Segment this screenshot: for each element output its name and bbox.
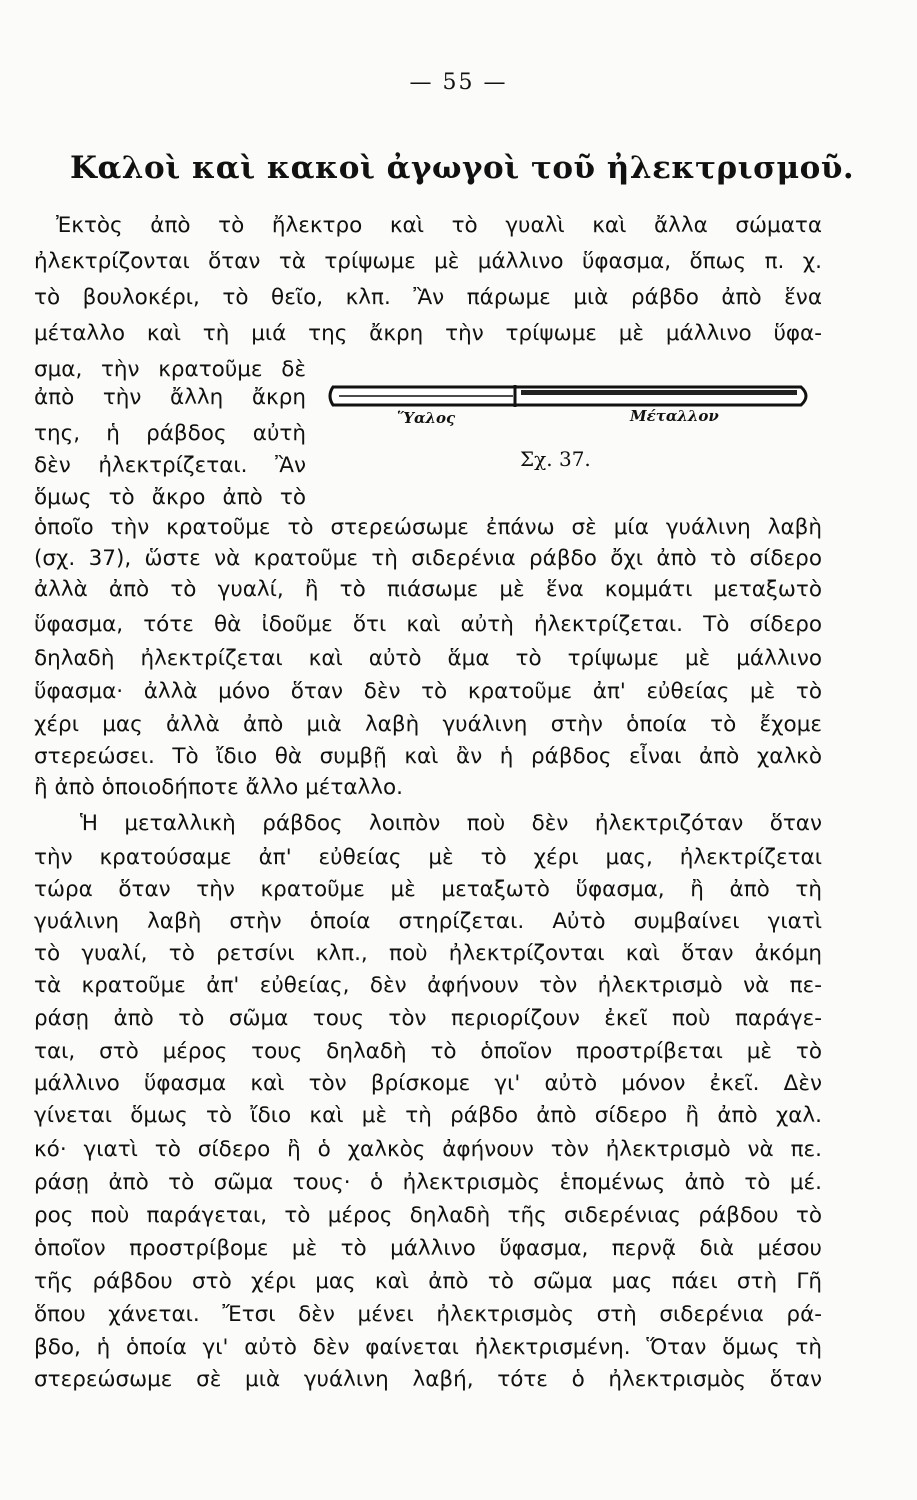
text-line: ἢ ἀπὸ ὁποιοδήποτε ἄλλο μέταλλο. [34,775,403,800]
text-line: στερεώσει. Τὸ ἴδιο θὰ συμβῇ καὶ ἂν ἡ ράβδος εἶναι ἀπὸ χαλκὸ [34,744,822,769]
text-line: ται, στὸ μέρος τους δηλαδὴ τὸ ὁποῖον προστρίβεται μὲ τὸ [34,1039,822,1064]
page-number: — 55 — [409,70,508,95]
text-line: ὁποῖον προστρίβομε μὲ τὸ μάλλινο ὕφασμα, περνᾷ διὰ μέσου [34,1236,822,1261]
text-line: ράσῃ ἀπὸ τὸ σῶμα τους· ὁ ἠλεκτρισμὸς ἑπομένως ἀπὸ τὸ μέ. [34,1170,822,1195]
text-line: της, ἡ ράβδος αὐτὴ [34,421,306,446]
text-line: στερεώσωμε σὲ μιὰ γυάλινη λαβή, τότε ὁ ἠλεκτρισμὸς ὅταν [34,1367,822,1392]
metal-rod-shading [521,390,797,395]
text-line: ὕφασμα· ἀλλὰ μόνο ὅταν δὲν τὸ κρατοῦμε ἀπ' εὐθείας μὲ τὸ [34,679,822,704]
text-line: (σχ. 37), ὥστε νὰ κρατοῦμε τὴ σιδερένια ράβδο ὄχι ἀπὸ τὸ σίδερο [34,546,822,571]
text-line: ἀλλὰ ἀπὸ τὸ γυαλί, ἢ τὸ πιάσωμε μὲ ἕνα κομμάτι μεταξωτὸ [34,577,822,602]
text-line: ὅμως τὸ ἄκρο ἀπὸ τὸ [34,485,306,510]
text-line: τώρα ὅταν τὴν κρατοῦμε μὲ μεταξωτὸ ὕφασμα, ἢ ἀπὸ τὴ [34,877,822,902]
text-line: ὅπου χάνεται. Ἔτσι δὲν μένει ἠλεκτρισμὸς στὴ σιδερένια ρά- [34,1302,822,1327]
text-line: ἀπὸ τὴν ἄλλη ἄκρη [34,385,306,410]
text-line: τὸ βουλοκέρι, τὸ θεῖο, κλπ. Ἂν πάρωμε μιὰ ράβδο ἀπὸ ἕνα [34,285,822,310]
text-line: μέταλλο καὶ τὴ μιά της ἄκρη τὴν τρίψωμε μὲ μάλλινο ὕφα- [34,321,822,346]
text-line: Ἐκτὸς ἀπὸ τὸ ἤλεκτρο καὶ τὸ γυαλὶ καὶ ἄλλα σώματα [56,213,822,238]
text-line: βδο, ἡ ὁποία γι' αὐτὸ δὲν φαίνεται ἠλεκτρισμένη. Ὅταν ὅμως τὴ [34,1335,822,1360]
text-line: ρος ποὺ παράγεται, τὸ μέρος δηλαδὴ τῆς σιδερένιας ράβδου τὸ [34,1203,822,1228]
figure-caption: Σχ. 37. [520,447,591,471]
text-line: Ἡ μεταλλικὴ ράβδος λοιπὸν ποὺ δὲν ἠλεκτριζόταν ὅταν [80,811,822,836]
text-line: τὴν κρατούσαμε ἀπ' εὐθείας μὲ τὸ χέρι μας, ἠλεκτρίζεται [34,845,822,870]
text-line: ὕφασμα, τότε θὰ ἰδοῦμε ὅτι καὶ αὐτὴ ἠλεκτρίζεται. Τὸ σίδερο [34,612,822,637]
section-title: Καλοὶ καὶ κακοὶ ἀγωγοὶ τοῦ ἠλεκτρισμοῦ. [70,150,855,186]
text-line: τὰ κρατοῦμε ἀπ' εὐθείας, δὲν ἀφήνουν τὸν ἠλεκτρισμὸ νὰ πε- [34,973,822,998]
text-line: χέρι μας ἀλλὰ ἀπὸ μιὰ λαβὴ γυάλινη στὴν ὁποία τὸ ἔχομε [34,712,822,737]
text-line: δὲν ἠλεκτρίζεται. Ἂν [34,453,306,478]
text-line: μάλλινο ὕφασμα καὶ τὸν βρίσκομε γι' αὐτὸ μόνον ἐκεῖ. Δὲν [34,1071,822,1096]
text-line: γίνεται ὅμως τὸ ἴδιο καὶ μὲ τὴ ράβδο ἀπὸ σίδερο ἢ ἀπὸ χαλ. [34,1103,822,1128]
text-line: δηλαδὴ ἠλεκτρίζεται καὶ αὐτὸ ἅμα τὸ τρίψωμε μὲ μάλλινο [34,646,822,671]
text-line: γυάλινη λαβὴ στὴν ὁποία στηρίζεται. Αὐτὸ συμβαίνει γιατὶ [34,909,822,934]
text-line: σμα, τὴν κρατοῦμε δὲ [34,357,306,382]
text-line: τὸ γυαλί, τὸ ρετσίνι κλπ., ποὺ ἠλεκτρίζονται καὶ ὅταν ἀκόμη [34,941,822,966]
label-metal: Μέταλλον [630,407,719,425]
text-line: κό· γιατὶ τὸ σίδερο ἢ ὁ χαλκὸς ἀφήνουν τὸν ἠλεκτρισμὸ νὰ πε. [34,1137,822,1162]
text-line: τῆς ράβδου στὸ χέρι μας καὶ ἀπὸ τὸ σῶμα μας πάει στὴ Γῆ [34,1269,822,1294]
label-glass: Ὕαλος [397,409,456,427]
text-line: ὁποῖο τὴν κρατοῦμε τὸ στερεώσωμε ἐπάνω σὲ μία γυάλινη λαβὴ [34,515,822,540]
text-line: ἠλεκτρίζονται ὅταν τὰ τρίψωμε μὲ μάλλινο ὕφασμα, ὅπως π. χ. [34,249,822,274]
metal-rod-shape [515,387,806,405]
text-line: ράσῃ ἀπὸ τὸ σῶμα τους τὸν περιορίζουν ἐκεῖ ποὺ παράγε- [34,1006,822,1031]
